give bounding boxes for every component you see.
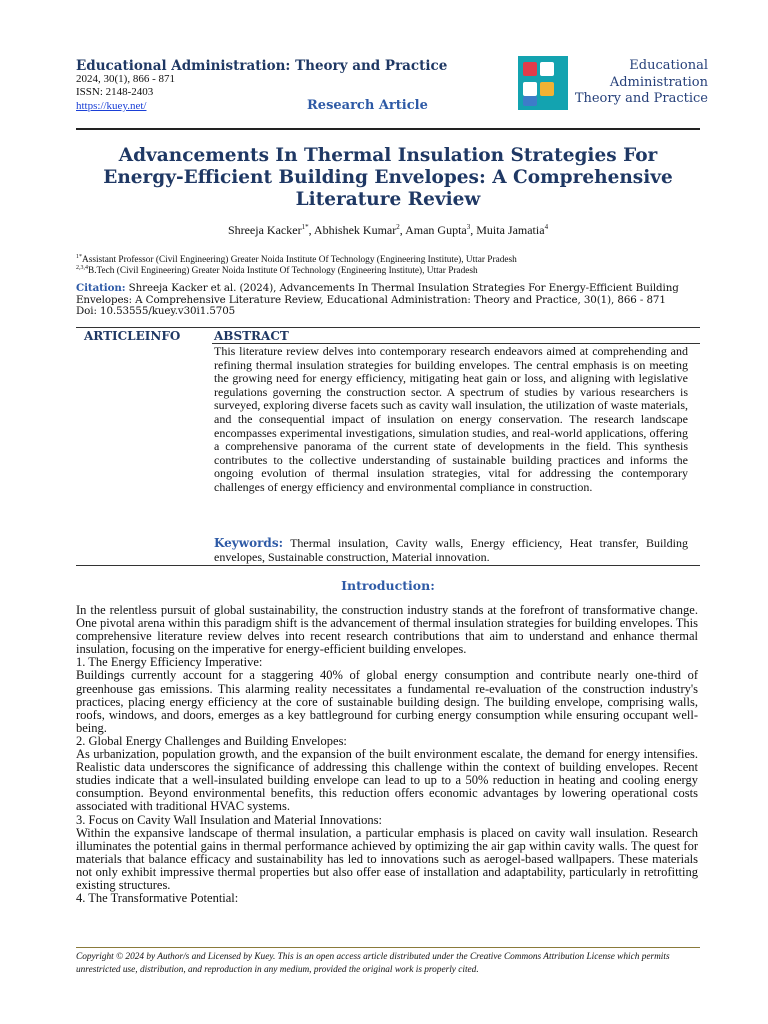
section-heading: Introduction: <box>341 578 435 593</box>
keywords-text: Thermal insulation, Cavity walls, Energy efficiency, Heat transfer, Building envelopes, Sustainable construction, Material innovation. <box>214 536 688 564</box>
subheading: 3. Focus on Cavity Wall Insulation and Material Innovations: <box>76 812 383 827</box>
header-divider <box>76 128 700 130</box>
author-name: Muita Jamatia <box>476 223 545 237</box>
abstract-heading: ABSTRACT <box>214 329 289 343</box>
logo-mark-icon <box>518 56 568 110</box>
subheading: 4. The Transformative Potential: <box>76 891 239 906</box>
author-name: Shreeja Kacker <box>227 223 302 237</box>
journal-name: Educational Administration: Theory and Practice <box>76 58 448 74</box>
article-type: Research Article <box>307 98 428 113</box>
affiliation: $^{2,3,4}$B.Tech (Civil Engineering) Greater Noida Institute Of Technology (Engineering Institute), Uttar Pradesh <box>76 265 478 277</box>
subheading: 1. The Energy Efficiency Imperative: <box>76 655 263 670</box>
affiliation: $^{1*}$Assistant Professor (Civil Engineering) Greater Noida Institute Of Technology (Engineering Institute), Uttar Pradesh <box>76 254 517 266</box>
keywords-label: Keywords: <box>214 536 284 550</box>
journal-issn: ISSN: 2148-2403 <box>76 85 154 98</box>
paragraph: Within the expansive landscape of thermal insulation, a particular emphasis is placed on cavity wall insulation. Research illuminates the potential gains in thermal performance achieved by optimizing the air gap within cavity walls. The quest for materials that balance efficacy and sustainability has led to innovations such as aerogel-based wallpapers. These materials not only exhibit impressive thermal properties but also offer ease of installation and adaptability, particularly in retrofitting existing structures. <box>76 825 698 892</box>
journal-volume: 2024, 30(1), 866 - 871 <box>76 73 175 85</box>
journal-url-link[interactable]: https://kuey.net/ <box>76 100 147 112</box>
footer-divider <box>76 947 700 948</box>
paragraph: As urbanization, population growth, and the expansion of the built environment escalate, the demand for energy intensifies. Realistic data underscores the significance of addressing this challenge within the context of building envelopes. Recent studies indicate that a well-insulated building envelope can lead to up to a 50% reduction in heating and cooling energy consumption. Beyond environmental benefits, this reduction offers economic advantages by lowering operational costs associated with traditional HVAC systems. <box>76 747 698 814</box>
journal-logo <box>518 56 708 110</box>
paragraph: Buildings currently account for a staggering 40% of global energy consumption and contribute nearly one-third of greenhouse gas emissions. This alarming reality necessitates a fundamental re-evaluation of the construction industry's practices, placing energy efficiency at the core of sustainable building design. The building envelope, comprising walls, roofs, windows, and doors, emerges as a key battleground for curbing energy consumption while ensuring occupant well-being. <box>76 668 698 735</box>
author-name: Aman Gupta <box>405 223 467 237</box>
abstract-top-divider <box>76 327 700 328</box>
paper-title: Advancements In Thermal Insulation Strategies For Energy-Efficient Building Envelopes: A Comprehensive Literature Review <box>103 145 673 210</box>
abstract-bottom-divider <box>76 565 700 566</box>
author-list: Shreeja Kacker$^{1*}$, Abhishek Kumar$^2$, Aman Gupta$^3$, Muita Jamatia$^4$ <box>227 223 549 237</box>
author-name: Abhishek Kumar <box>313 223 397 237</box>
citation <box>76 283 700 318</box>
journal-meta <box>76 73 175 98</box>
copyright-notice: Copyright © 2024 by Author/s and Licensed by Kuey. This is an open access article distributed under the Creative Commons Attribution License which permits unrestricted use, distribution, and reproduction in any medium, provided the original work is properly cited. <box>76 952 670 975</box>
keywords <box>214 537 688 564</box>
introduction-body <box>76 604 698 905</box>
logo-text: Educational Administration Theory and Practice <box>574 58 708 106</box>
paragraph: In the relentless pursuit of global sustainability, the construction industry stands at the forefront of transformative change. One pivotal arena within this paradigm shift is the advancement of thermal insulation strategies for building envelopes. This comprehensive literature review delves into recent research contributions that aim to understand and enhance thermal insulation, focusing on the imperative for energy-efficient building envelopes. <box>76 603 698 657</box>
citation-text: Shreeja Kacker et al. (2024), Advancements In Thermal Insulation Strategies For Energy-Efficient Building Envelopes: A Comprehensive Literature Review, Educational Administration: Theory and Practice, 30(1), 866 - 871 <box>76 282 679 306</box>
citation-label: Citation: <box>76 282 126 294</box>
abstract-text: This literature review delves into contemporary research endeavors aimed at comprehending and refining thermal insulation strategies for building envelopes. The central emphasis is on meeting the growing need for energy efficiency, mitigating heat gain or loss, and aligning with legislative regulations governing the construction sector. A spectrum of studies by various researchers is surveyed, exploring diverse facets such as cavity wall insulation, the utilization of waste materials, and the consequential impact of insulation on energy conservation. The research landscape encompasses experimental investigations, simulation studies, and real-world applications, offering a comprehensive panorama of the current state of developments in the field. This synthesis contributes to the collective understanding of sustainable building practices and informs the ongoing evolution of thermal insulation strategies, vital for addressing the contemporary challenges of energy efficiency and environmental compliance in construction. <box>214 344 688 494</box>
subheading: 2. Global Energy Challenges and Building Envelopes: <box>76 733 347 748</box>
doi: Doi: 10.53555/kuey.v30i1.5705 <box>76 305 236 317</box>
article-info-heading: ARTICLEINFO <box>84 329 181 343</box>
